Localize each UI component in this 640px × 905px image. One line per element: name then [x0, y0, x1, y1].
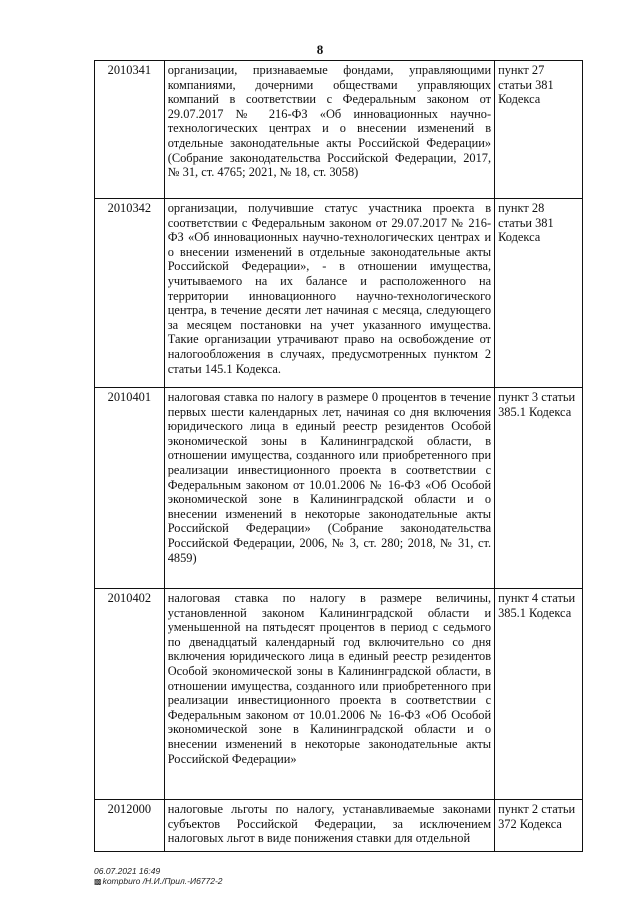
footer-date: 06.07.2021 16:49 — [94, 866, 161, 876]
footer-stamp: kompburo /Н.И./Прил.-И6772-2 — [102, 876, 223, 886]
code-article-reference: пункт 3 статьи 385.1 Кодекса — [495, 388, 583, 589]
benefit-code: 2010342 — [95, 199, 165, 388]
page-number: 8 — [316, 42, 324, 57]
benefit-description: организации, получившие статус участника проекта в соответствии с Федеральным законом от 29.07.2017 № 216-ФЗ «Об инновационных научно-технологических центрах и о внесении изменений в отдельные законодательные акты Российской Федерации», - в отношении имущества, учитываемого на их балансе и расположенного на территории инновационного научно-технологического центра, в течение десяти лет начиная с месяца, следующего за месяцем постановки на учет указанного имущества. Такие организации утрачивают право на освобождение от налогообложения в случаях, предусмотренных пунктом 2 статьи 145.1 Кодекса. — [164, 199, 494, 388]
document-footer — [94, 866, 223, 887]
benefit-description: налоговая ставка по налогу в размере 0 процентов в течение первых шести календарных лет, начиная со дня включения юридического лица в единый реестр резидентов Особой экономической зоны в Калининградской области, в отношении имущества, созданного или приобретенного при реализации инвестиционного проекта в соответствии с Федеральным законом от 10.01.2006 № 16-ФЗ «Об Особой экономической зоне в Калининградской области и о внесении изменений в некоторые законодательные акты Российской Федерации» (Собрание законодательства Российской Федерации, 2006, № 3, ст. 280; 2018, № 31, ст. 4859) — [164, 388, 494, 589]
tax-benefit-codes-table — [94, 60, 583, 852]
table-row — [95, 388, 583, 589]
footer-stamp-line — [94, 876, 223, 887]
benefit-code: 2010401 — [95, 388, 165, 589]
table-row — [95, 199, 583, 388]
benefit-description: налоговая ставка по налогу в размере величины, установленной законом Калининградской области и уменьшенной на пятьдесят процентов в период с седьмого по двенадцатый календарный год включительно со дня включения юридического лица в единый реестр резидентов Особой экономической зоны в Калининградской области, в отношении имущества, созданного или приобретенного при реализации инвестиционного проекта в соответствии с Федеральным законом от 10.01.2006 № 16-ФЗ «Об Особой экономической зоне в Калининградской области и о внесении изменений в некоторые законодательные акты Российской Федерации» — [164, 589, 494, 800]
benefit-description: налоговые льготы по налогу, устанавливаемые законами субъектов Российской Федерации, за исключением налоговых льгот в виде понижения ставки для отдельной — [164, 800, 494, 852]
table-row — [95, 589, 583, 800]
code-article-reference: пункт 2 статьи 372 Кодекса — [495, 800, 583, 852]
code-article-reference: пункт 28 статьи 381 Кодекса — [495, 199, 583, 388]
kompburo-logo-icon: ▩ — [94, 877, 102, 886]
table-row — [95, 800, 583, 852]
code-article-reference: пункт 27 статьи 381 Кодекса — [495, 61, 583, 199]
benefit-code: 2010402 — [95, 589, 165, 800]
benefit-code: 2012000 — [95, 800, 165, 852]
benefit-description: организации, признаваемые фондами, управляющими компаниями, дочерними обществами управляющих компаний в соответствии с Федеральным законом от 29.07.2017 № 216-ФЗ «Об инновационных научно-технологических центрах и о внесении изменений в отдельные законодательные акты Российской Федерации» (Собрание законодательства Российской Федерации, 2017, № 31, ст. 4765; 2021, № 18, ст. 3058) — [164, 61, 494, 199]
table-row — [95, 61, 583, 199]
code-article-reference: пункт 4 статьи 385.1 Кодекса — [495, 589, 583, 800]
benefit-code: 2010341 — [95, 61, 165, 199]
